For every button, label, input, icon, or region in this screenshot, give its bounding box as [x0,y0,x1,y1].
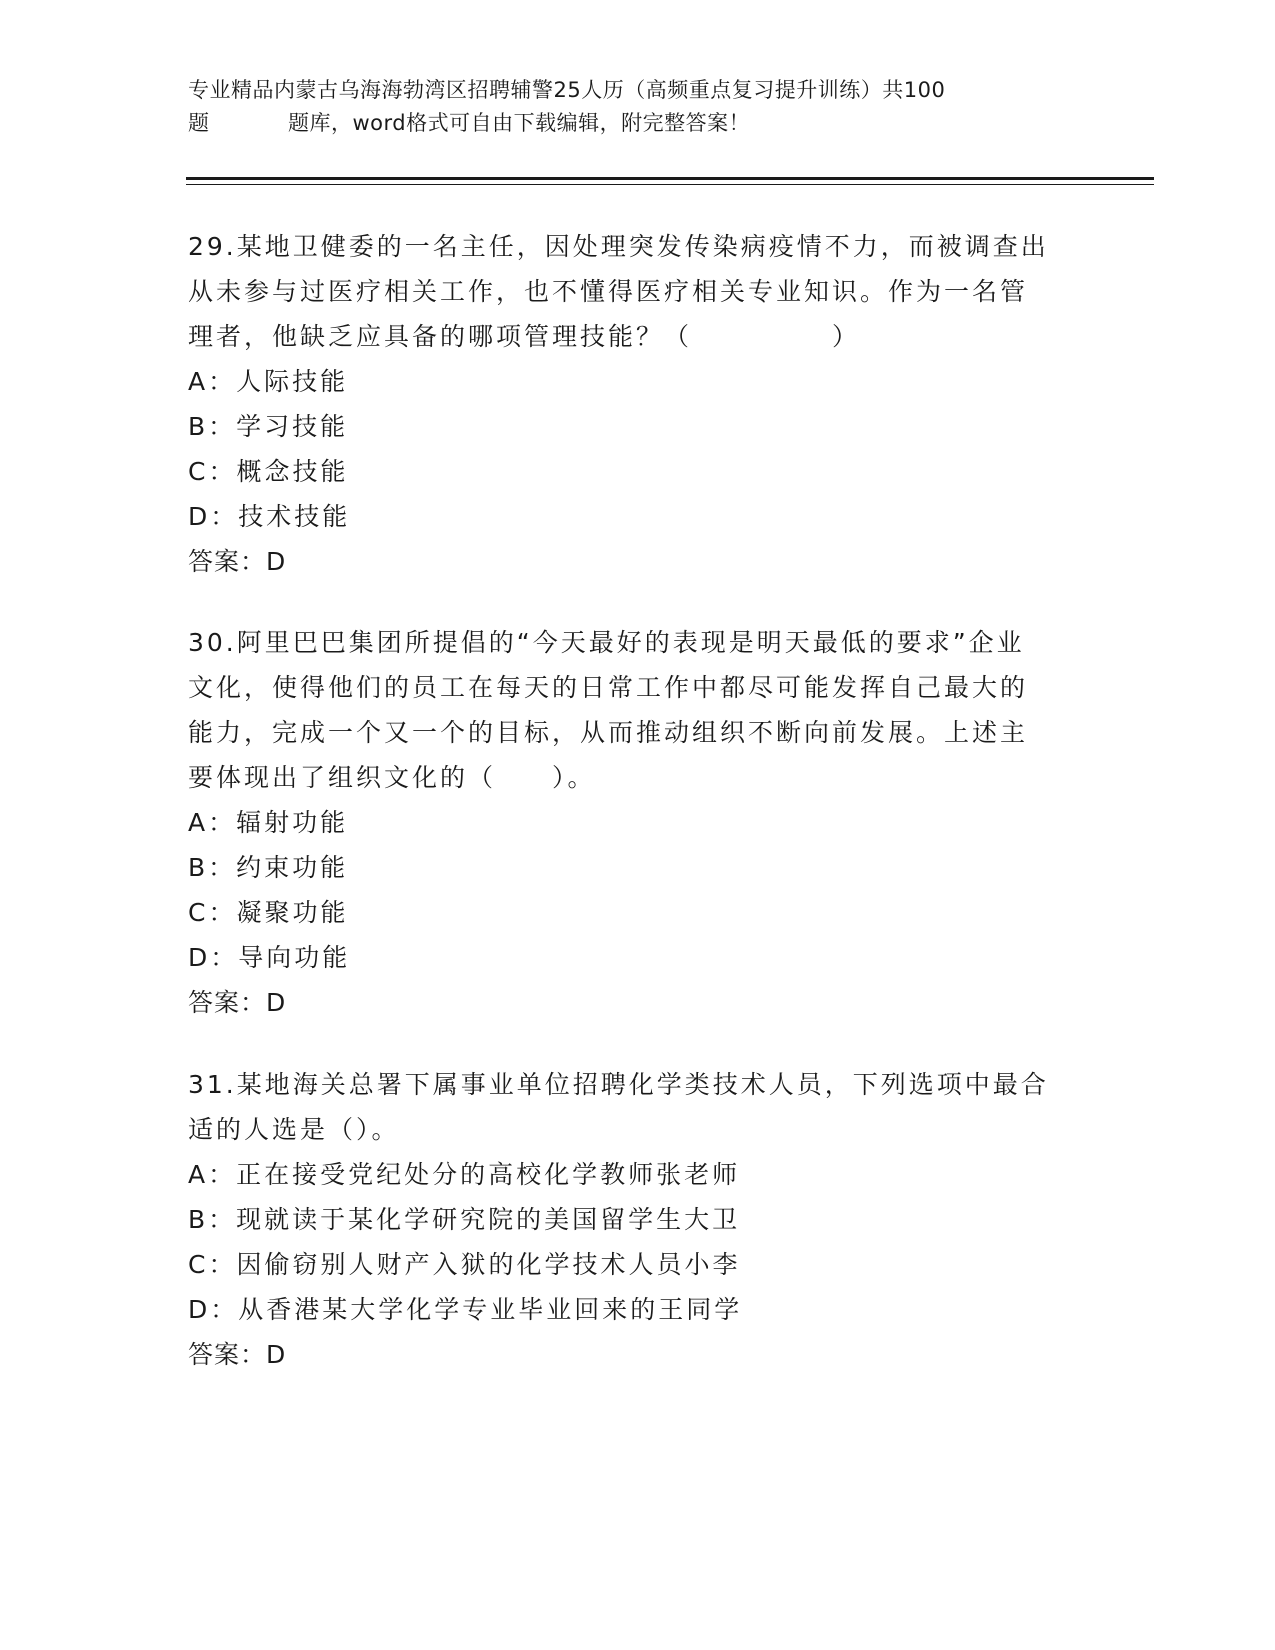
option-d: D：导向功能 [188,943,351,972]
header-line-2 [188,107,1068,140]
option-d: D：技术技能 [188,502,351,531]
option-a: A：辐射功能 [188,808,349,837]
question-30 [188,620,1088,1025]
stem-line: 文化，使得他们的员工在每天的日常工作中都尽可能发挥自己最大的 [188,673,1029,702]
option-a: A：正在接受党纪处分的高校化学教师张老师 [188,1160,741,1189]
question-stem [188,620,1088,800]
header-divider-thin [186,184,1154,185]
answer: 答案：D [188,988,287,1017]
header-line-2-right: 题库，word格式可自由下载编辑，附完整答案！ [288,111,751,135]
stem-line: 29.某地卫健委的一名主任，因处理突发传染病疫情不力，而被调查出 [188,232,1049,261]
option-d: D：从香港某大学化学专业毕业回来的王同学 [188,1295,743,1324]
question-29 [188,224,1088,584]
stem-line: 30.阿里巴巴集团所提倡的“今天最好的表现是明天最低的要求”企业 [188,628,1025,657]
header-line-1: 专业精品内蒙古乌海海勃湾区招聘辅警25人历（高频重点复习提升训练）共100 [188,78,946,102]
option-a: A：人际技能 [188,367,349,396]
option-b: B：现就读于某化学研究院的美国留学生大卫 [188,1205,741,1234]
header-divider-thick [186,177,1154,180]
stem-line: 31.某地海关总署下属事业单位招聘化学类技术人员，下列选项中最合 [188,1070,1049,1099]
question-stem [188,1062,1088,1152]
stem-line: 能力，完成一个又一个的目标，从而推动组织不断向前发展。上述主 [188,718,1029,747]
header-line-2-left: 题 [188,111,210,135]
option-c: C：概念技能 [188,457,349,486]
option-c: C：凝聚功能 [188,898,349,927]
answer: 答案：D [188,547,287,576]
question-stem [188,224,1088,359]
question-31 [188,1062,1088,1377]
stem-line: 要体现出了组织文化的（ ）。 [188,763,596,792]
option-b: B：约束功能 [188,853,349,882]
answer: 答案：D [188,1340,287,1369]
stem-line: 适的人选是（）。 [188,1115,400,1144]
stem-line: 从未参与过医疗相关工作，也不懂得医疗相关专业知识。作为一名管 [188,277,1029,306]
option-b: B：学习技能 [188,412,349,441]
document-header [188,74,1068,140]
option-c: C：因偷窃别人财产入狱的化学技术人员小李 [188,1250,741,1279]
stem-line: 理者，他缺乏应具备的哪项管理技能？（ ） [188,322,861,351]
